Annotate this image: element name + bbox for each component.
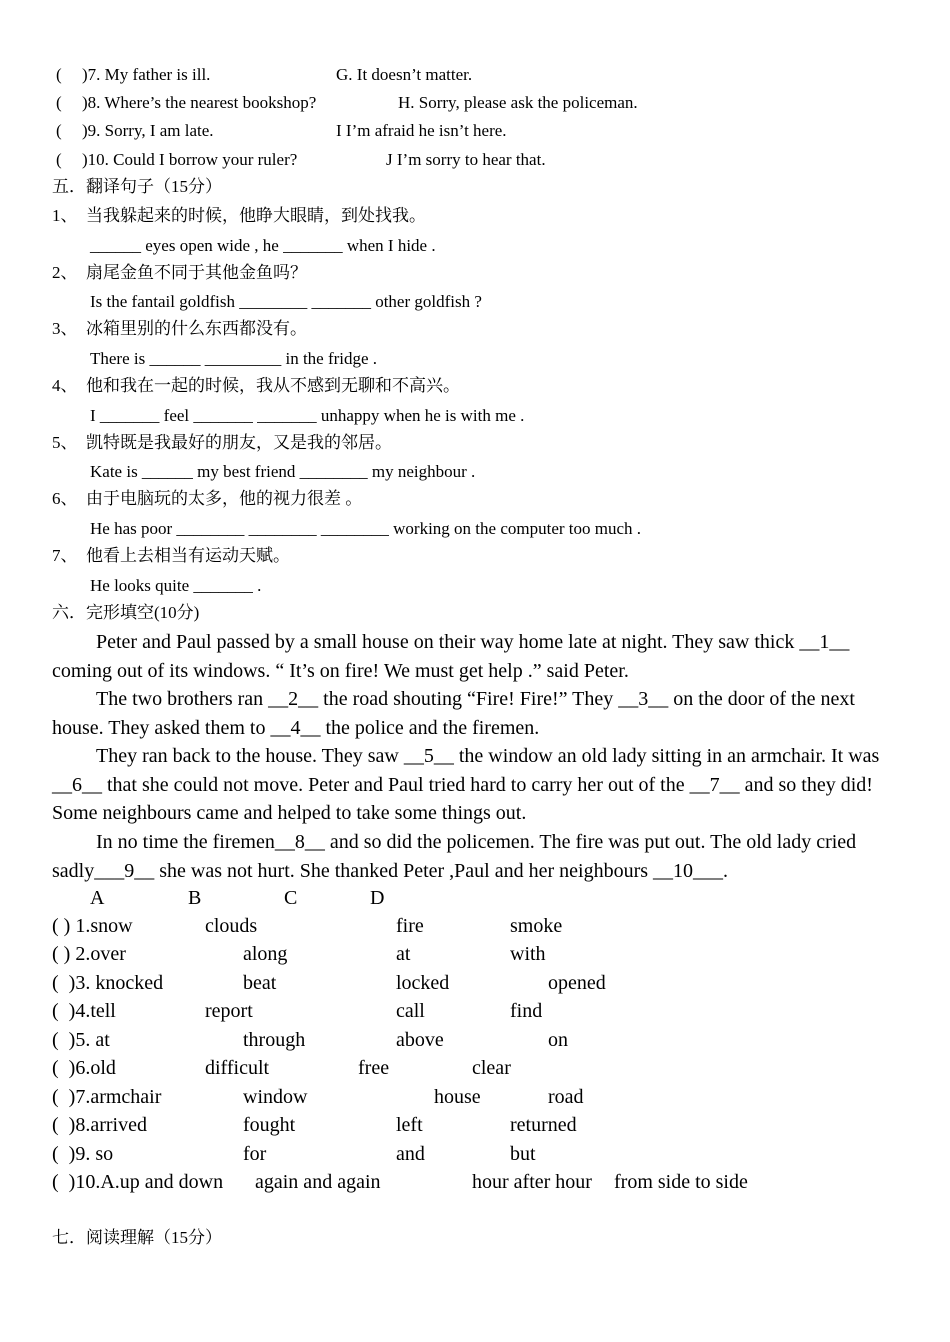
option-b: beat [243,972,277,994]
english-blank-sentence[interactable]: ______ eyes open wide , he _______ when I hide . [90,236,436,255]
option-d: on [548,1029,568,1051]
match-paren[interactable]: ( [56,121,62,140]
match-answer: G. It doesn’t matter. [336,65,473,84]
option-b: for [243,1143,267,1165]
cloze-paragraph [52,828,902,885]
option-question[interactable]: ( )9. so [52,1143,114,1165]
option-d: smoke [510,915,563,937]
option-header-a: A [90,887,105,909]
section-heading: 七．阅读理解（15分） [52,1228,222,1247]
item-number: 4、 [52,376,78,395]
english-blank-sentence[interactable]: He has poor ________ ________ ________ working on the computer too much . [90,519,642,538]
option-c: locked [396,972,450,994]
option-d: find [510,1000,543,1022]
chinese-sentence: 他和我在一起的时候，我从不感到无聊和不高兴。 [86,376,460,395]
option-b: through [243,1029,306,1051]
option-question[interactable]: ( ) 2.over [52,943,126,965]
match-answer: H. Sorry, please ask the policeman. [398,93,638,112]
english-blank-sentence[interactable]: Is the fantail goldfish ________ _______ other goldfish ? [90,292,482,311]
chinese-sentence: 当我躲起来的时候，他睁大眼睛，到处找我。 [86,206,426,225]
cloze-paragraph [52,628,902,685]
match-paren[interactable]: ( [56,150,62,169]
option-d: clear [472,1057,511,1079]
match-paren[interactable]: ( [56,65,62,84]
option-c: fire [396,915,424,937]
option-d: road [548,1086,584,1108]
option-d: but [510,1143,536,1165]
cloze-paragraph-text: In no time the firemen__8__ and so did the policemen. The fire was put out. The old lady cried sadly___9__ she was not hurt. She thanked Peter ,Paul and her neighbours __10___. [52,831,857,882]
match-item: )9. Sorry, I am late. [82,121,214,140]
english-blank-sentence[interactable]: I _______ feel _______ _______ unhappy when he is with me . [90,406,525,425]
cloze-paragraph [52,742,902,828]
option-question[interactable]: ( )4.tell [52,1000,116,1022]
chinese-sentence: 由于电脑玩的太多，他的视力很差 。 [86,489,363,508]
chinese-sentence: 扇尾金鱼不同于其他金鱼吗？ [86,263,307,282]
option-header-d: D [370,887,385,909]
chinese-sentence: 冰箱里别的什么东西都没有。 [86,319,307,338]
item-number: 7、 [52,546,78,565]
option-c: and [396,1143,425,1165]
option-question[interactable]: ( )3. knocked [52,972,164,994]
option-question[interactable]: ( )8.arrived [52,1114,147,1136]
item-number: 3、 [52,319,78,338]
option-question[interactable]: ( )5. at [52,1029,110,1051]
chinese-sentence: 他看上去相当有运动天赋。 [86,546,290,565]
option-b: window [243,1086,308,1108]
option-d: from side to side [614,1171,748,1193]
match-paren[interactable]: ( [56,93,62,112]
option-c: at [396,943,411,965]
option-question[interactable]: ( )6.old [52,1057,116,1079]
match-item: )7. My father is ill. [82,65,211,84]
option-header-b: B [188,887,202,909]
option-d: opened [548,972,606,994]
option-d: returned [510,1114,577,1136]
cloze-paragraph [52,685,902,742]
option-b: again and again [255,1171,381,1193]
option-c: left [396,1114,423,1136]
section-heading: 六．完形填空(10分) [52,603,200,622]
option-b: along [243,943,288,965]
option-c: house [434,1086,481,1108]
item-number: 1、 [52,206,78,225]
cloze-paragraph-text: The two brothers ran __2__ the road shouting “Fire! Fire!” They __3__ on the door of the next house. They asked them to __4__ the police and the firemen. [52,688,855,739]
option-question[interactable]: ( )10.A.up and down [52,1171,224,1193]
item-number: 5、 [52,433,78,452]
cloze-paragraph-text: They ran back to the house. They saw __5__ the window an old lady sitting in an armchair. It was __6__ that she could not move. Peter and Paul tried hard to carry her out of the __7__ and so they did! Some neighbours came and helped to take some things out. [52,745,880,824]
item-number: 2、 [52,263,78,282]
option-c: above [396,1029,444,1051]
match-answer: I I’m afraid he isn’t here. [336,121,507,140]
english-blank-sentence[interactable]: There is ______ _________ in the fridge . [90,349,378,368]
option-b: difficult [205,1057,270,1079]
match-item: )10. Could I borrow your ruler? [82,150,298,169]
option-c: hour after hour [472,1171,592,1193]
option-question[interactable]: ( )7.armchair [52,1086,162,1108]
option-header-c: C [284,887,298,909]
cloze-paragraph-text: Peter and Paul passed by a small house on their way home late at night. They saw thick __1__ coming out of its windows. “ It’s on fire! We must get help .” said Peter. [52,631,850,682]
option-question[interactable]: ( ) 1.snow [52,915,133,937]
item-number: 6、 [52,489,78,508]
option-b: clouds [205,915,258,937]
match-item: )8. Where’s the nearest bookshop? [82,93,317,112]
option-d: with [510,943,546,965]
option-b: fought [243,1114,296,1136]
option-b: report [205,1000,253,1022]
section-heading: 五．翻译句子（15分） [52,177,222,196]
english-blank-sentence[interactable]: He looks quite _______ . [90,576,262,595]
chinese-sentence: 凯特既是我最好的朋友，又是我的邻居。 [86,433,392,452]
option-c: free [358,1057,390,1079]
match-answer: J I’m sorry to hear that. [386,150,546,169]
english-blank-sentence[interactable]: Kate is ______ my best friend ________ my neighbour . [90,462,476,481]
option-c: call [396,1000,425,1022]
